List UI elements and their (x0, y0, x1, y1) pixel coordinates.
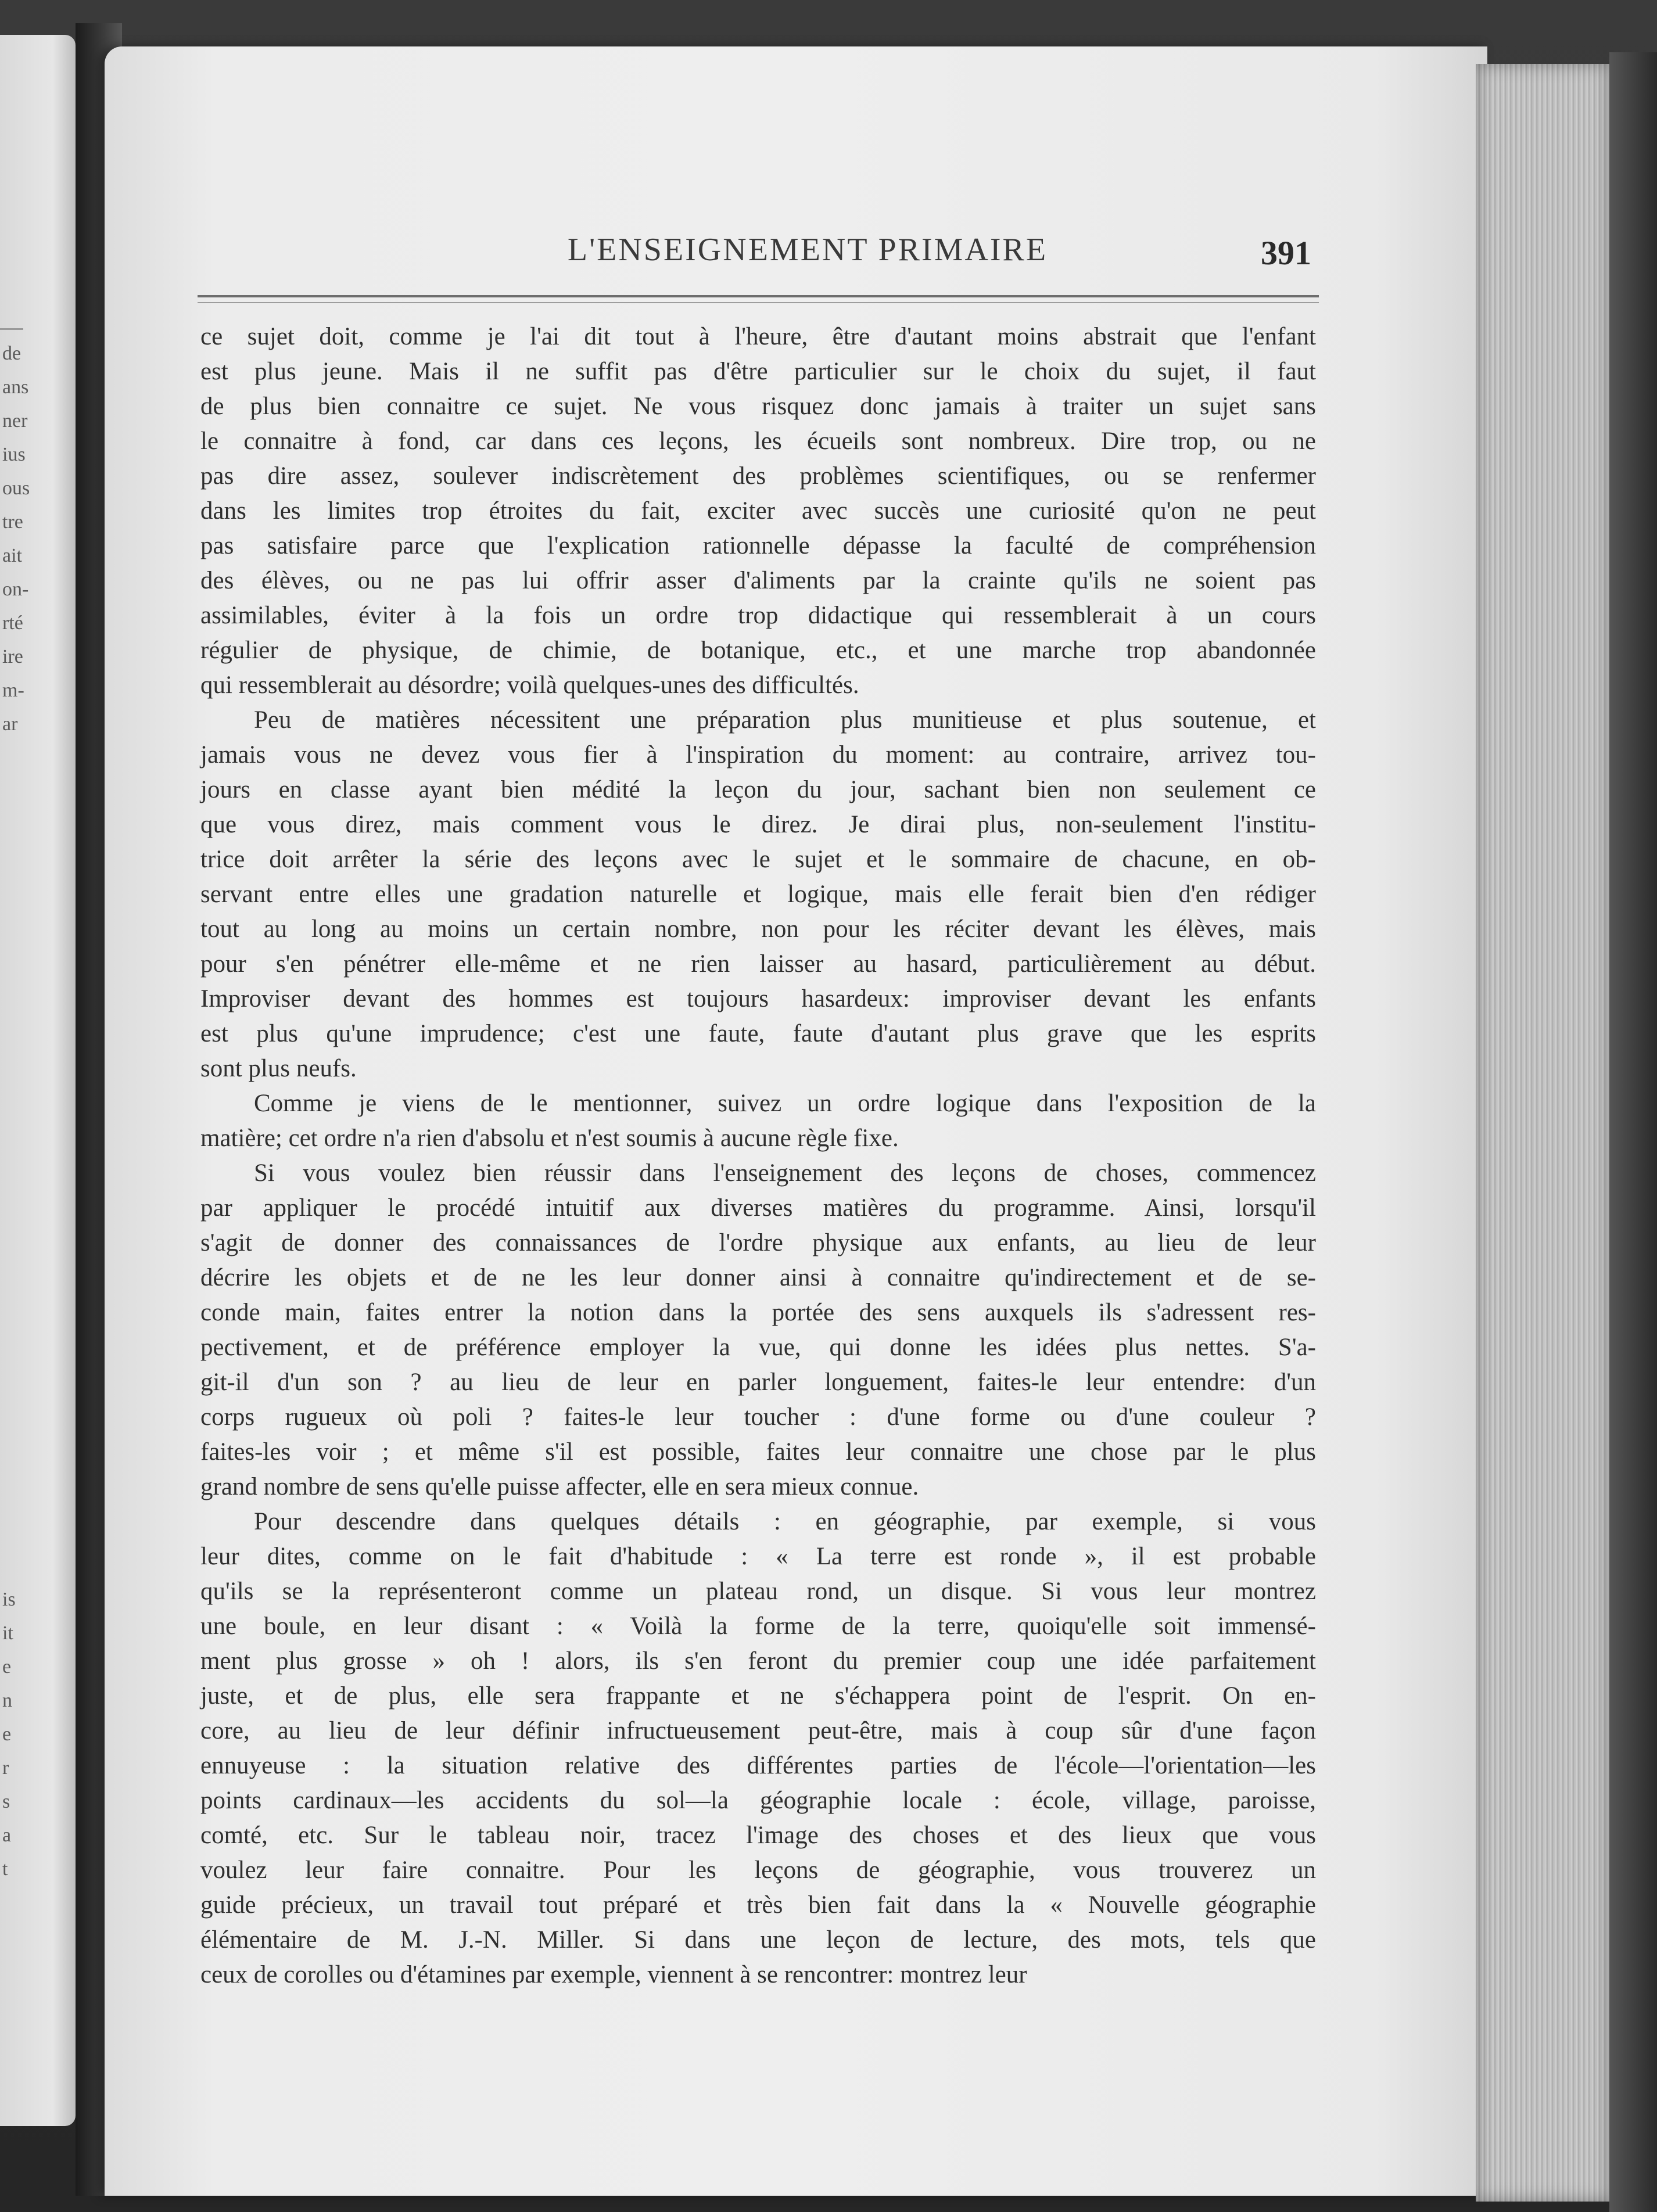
left-page-fragment (0, 35, 76, 2126)
text-line: qui ressemblerait au désordre; voilà quelques-unes des difficultés. (200, 672, 859, 699)
text-line: leur dites, comme on le fait d'habitude : « La terre est ronde », il est probable (200, 1543, 1316, 1570)
left-page-fragment-line: s (2, 1791, 10, 1812)
paragraph (200, 703, 1316, 1086)
text-line: jours en classe ayant bien médité la leçon du jour, sachant bien non seulement ce (200, 776, 1316, 803)
header-rule-secondary (198, 302, 1319, 303)
text-line: grand nombre de sens qu'elle puisse affecter, elle en sera mieux connue. (200, 1473, 919, 1500)
text-line: s'agit de donner des connaissances de l'ordre physique aux enfants, au lieu de leur (200, 1229, 1316, 1256)
text-line: ennuyeuse : la situation relative des différentes parties de l'école—l'orientation—les (200, 1752, 1316, 1779)
text-line: est plus jeune. Mais il ne suffit pas d'être particulier sur le choix du sujet, il faut (200, 358, 1316, 385)
text-line: assimilables, éviter à la fois un ordre trop didactique qui ressemblerait à un cours (200, 602, 1316, 629)
left-page-fragment-line: de (2, 343, 21, 364)
left-page-fragment-line: ner (2, 410, 28, 432)
left-page-fragment-line: a (2, 1825, 12, 1846)
left-page-fragment-line: tre (2, 511, 23, 533)
text-line: par appliquer le procédé intuitif aux diverses matières du programme. Ainsi, lorsqu'il (200, 1194, 1316, 1222)
text-line: guide précieux, un travail tout préparé et très bien fait dans la « Nouvelle géographie (200, 1891, 1316, 1919)
body-text (200, 319, 1316, 1992)
text-line: comté, etc. Sur le tableau noir, tracez l'image des choses et des lieux que vous (200, 1822, 1316, 1849)
paragraph (200, 1504, 1316, 1992)
text-line: juste, et de plus, elle sera frappante et ne s'échappera point de l'esprit. On en- (200, 1682, 1316, 1710)
left-page-fragment-line: e (2, 1656, 12, 1678)
text-line: corps rugueux où poli ? faites-le leur toucher : d'une forme ou d'une couleur ? (200, 1403, 1316, 1431)
left-page-fragment-line: r (2, 1757, 9, 1779)
text-line: matière; cet ordre n'a rien d'absolu et n'est soumis à aucune règle fixe. (200, 1125, 899, 1152)
text-line: tout au long au moins un certain nombre, non pour les réciter devant les élèves, mais (200, 915, 1316, 943)
text-line: pas dire assez, soulever indiscrètement des problèmes scientifiques, ou se renfermer (200, 462, 1316, 490)
text-line: sont plus neufs. (200, 1055, 357, 1082)
text-line: trice doit arrêter la série des leçons avec le sujet et le sommaire de chacune, en ob- (200, 846, 1316, 873)
text-line: voulez leur faire connaitre. Pour les leçons de géographie, vous trouverez un (200, 1857, 1316, 1884)
book-edge-shadow (1609, 52, 1657, 2212)
text-line: Peu de matières nécessitent une préparation plus munitieuse et plus soutenue, et (254, 706, 1316, 734)
running-title: L'ENSEIGNEMENT PRIMAIRE (567, 232, 1048, 268)
text-line: jamais vous ne devez vous fier à l'inspiration du moment: au contraire, arrivez tou- (200, 741, 1316, 769)
text-line: est plus qu'une imprudence; c'est une faute, faute d'autant plus grave que les esprits (200, 1020, 1316, 1047)
text-line: régulier de physique, de chimie, de botanique, etc., et une marche trop abandonnée (200, 637, 1316, 664)
left-page-fragment-line: rté (2, 612, 23, 634)
text-line: que vous direz, mais comment vous le direz. Je dirai plus, non-seulement l'institu- (200, 811, 1316, 838)
paragraph (200, 1086, 1316, 1156)
left-page-fragment-line: ait (2, 545, 22, 566)
left-page-text-bottom (2, 1583, 37, 1886)
left-page-text-top (2, 337, 37, 741)
text-line: core, au lieu de leur définir infructueusement peut-être, mais à coup sûr d'une façon (200, 1717, 1316, 1744)
left-page-fragment-line: ius (2, 444, 26, 465)
text-line: conde main, faites entrer la notion dans la portée des sens auxquels ils s'adressent res- (200, 1299, 1316, 1326)
paragraph (200, 1156, 1316, 1504)
text-line: dans les limites trop étroites du fait, exciter avec succès une curiosité qu'on ne peut (200, 497, 1316, 525)
text-line: Pour descendre dans quelques détails : en géographie, par exemple, si vous (254, 1508, 1316, 1535)
left-page-fragment-line: it (2, 1622, 13, 1644)
text-line: faites-les voir ; et même s'il est possible, faites leur connaitre une chose par le plus (200, 1438, 1316, 1466)
text-line: le connaitre à fond, car dans ces leçons, les écueils sont nombreux. Dire trop, ou ne (200, 428, 1316, 455)
left-page-fragment-line: ire (2, 646, 23, 667)
left-page-fragment-line: ous (2, 477, 30, 499)
text-line: git-il d'un son ? au lieu de leur en parler longuement, faites-le leur entendre: d'un (200, 1369, 1316, 1396)
left-page-rule (0, 328, 23, 330)
text-line: pectivement, et de préférence employer la vue, qui donne les idées plus nettes. S'a- (200, 1334, 1316, 1361)
page-edges (1476, 64, 1609, 2202)
left-page-fragment-line: on- (2, 579, 29, 600)
left-page-fragment-line: ans (2, 376, 29, 398)
text-line: pour s'en pénétrer elle-même et ne rien laisser au hasard, particulièrement au début. (200, 950, 1316, 978)
text-line: ce sujet doit, comme je l'ai dit tout à l'heure, être d'autant moins abstrait que l'enfant (200, 323, 1316, 350)
left-page-fragment-line: t (2, 1858, 8, 1880)
text-line: qu'ils se la représenteront comme un plateau rond, un disque. Si vous leur montrez (200, 1578, 1316, 1605)
text-line: de plus bien connaitre ce sujet. Ne vous risquez donc jamais à traiter un sujet sans (200, 393, 1316, 420)
text-line: points cardinaux—les accidents du sol—la géographie locale : école, village, paroisse, (200, 1787, 1316, 1814)
text-line: Improviser devant des hommes est toujours hasardeux: improviser devant les enfants (200, 985, 1316, 1012)
text-line: ceux de corolles ou d'étamines par exemple, viennent à se rencontrer: montrez leur (200, 1961, 1027, 1988)
text-line: Si vous voulez bien réussir dans l'enseignement des leçons de choses, commencez (254, 1159, 1316, 1187)
text-line: décrire les objets et de ne les leur donner ainsi à connaitre qu'indirectement et de se- (200, 1264, 1316, 1291)
book-page (105, 46, 1487, 2196)
text-line: ment plus grosse » oh ! alors, ils s'en feront du premier coup une idée parfaitement (200, 1647, 1316, 1675)
text-line: élémentaire de M. J.-N. Miller. Si dans une leçon de lecture, des mots, tels que (200, 1926, 1316, 1954)
left-page-fragment-line: m- (2, 680, 24, 701)
page-number: 391 (1261, 234, 1311, 272)
text-line: servant entre elles une gradation naturelle et logique, mais elle ferait bien d'en rédiger (200, 881, 1316, 908)
text-line: Comme je viens de le mentionner, suivez un ordre logique dans l'exposition de la (254, 1090, 1316, 1117)
left-page-fragment-line: e (2, 1723, 12, 1745)
left-page-fragment-line: is (2, 1589, 16, 1610)
text-line: des élèves, ou ne pas lui offrir asser d'aliments par la crainte qu'ils ne soient pas (200, 567, 1316, 594)
text-line: une boule, en leur disant : « Voilà la forme de la terre, quoiqu'elle soit immensé- (200, 1613, 1316, 1640)
left-page-fragment-line: ar (2, 713, 18, 735)
paragraph (200, 319, 1316, 703)
left-page-fragment-line: n (2, 1690, 12, 1711)
header-rule (198, 295, 1319, 297)
text-line: pas satisfaire parce que l'explication rationnelle dépasse la faculté de compréhension (200, 532, 1316, 559)
